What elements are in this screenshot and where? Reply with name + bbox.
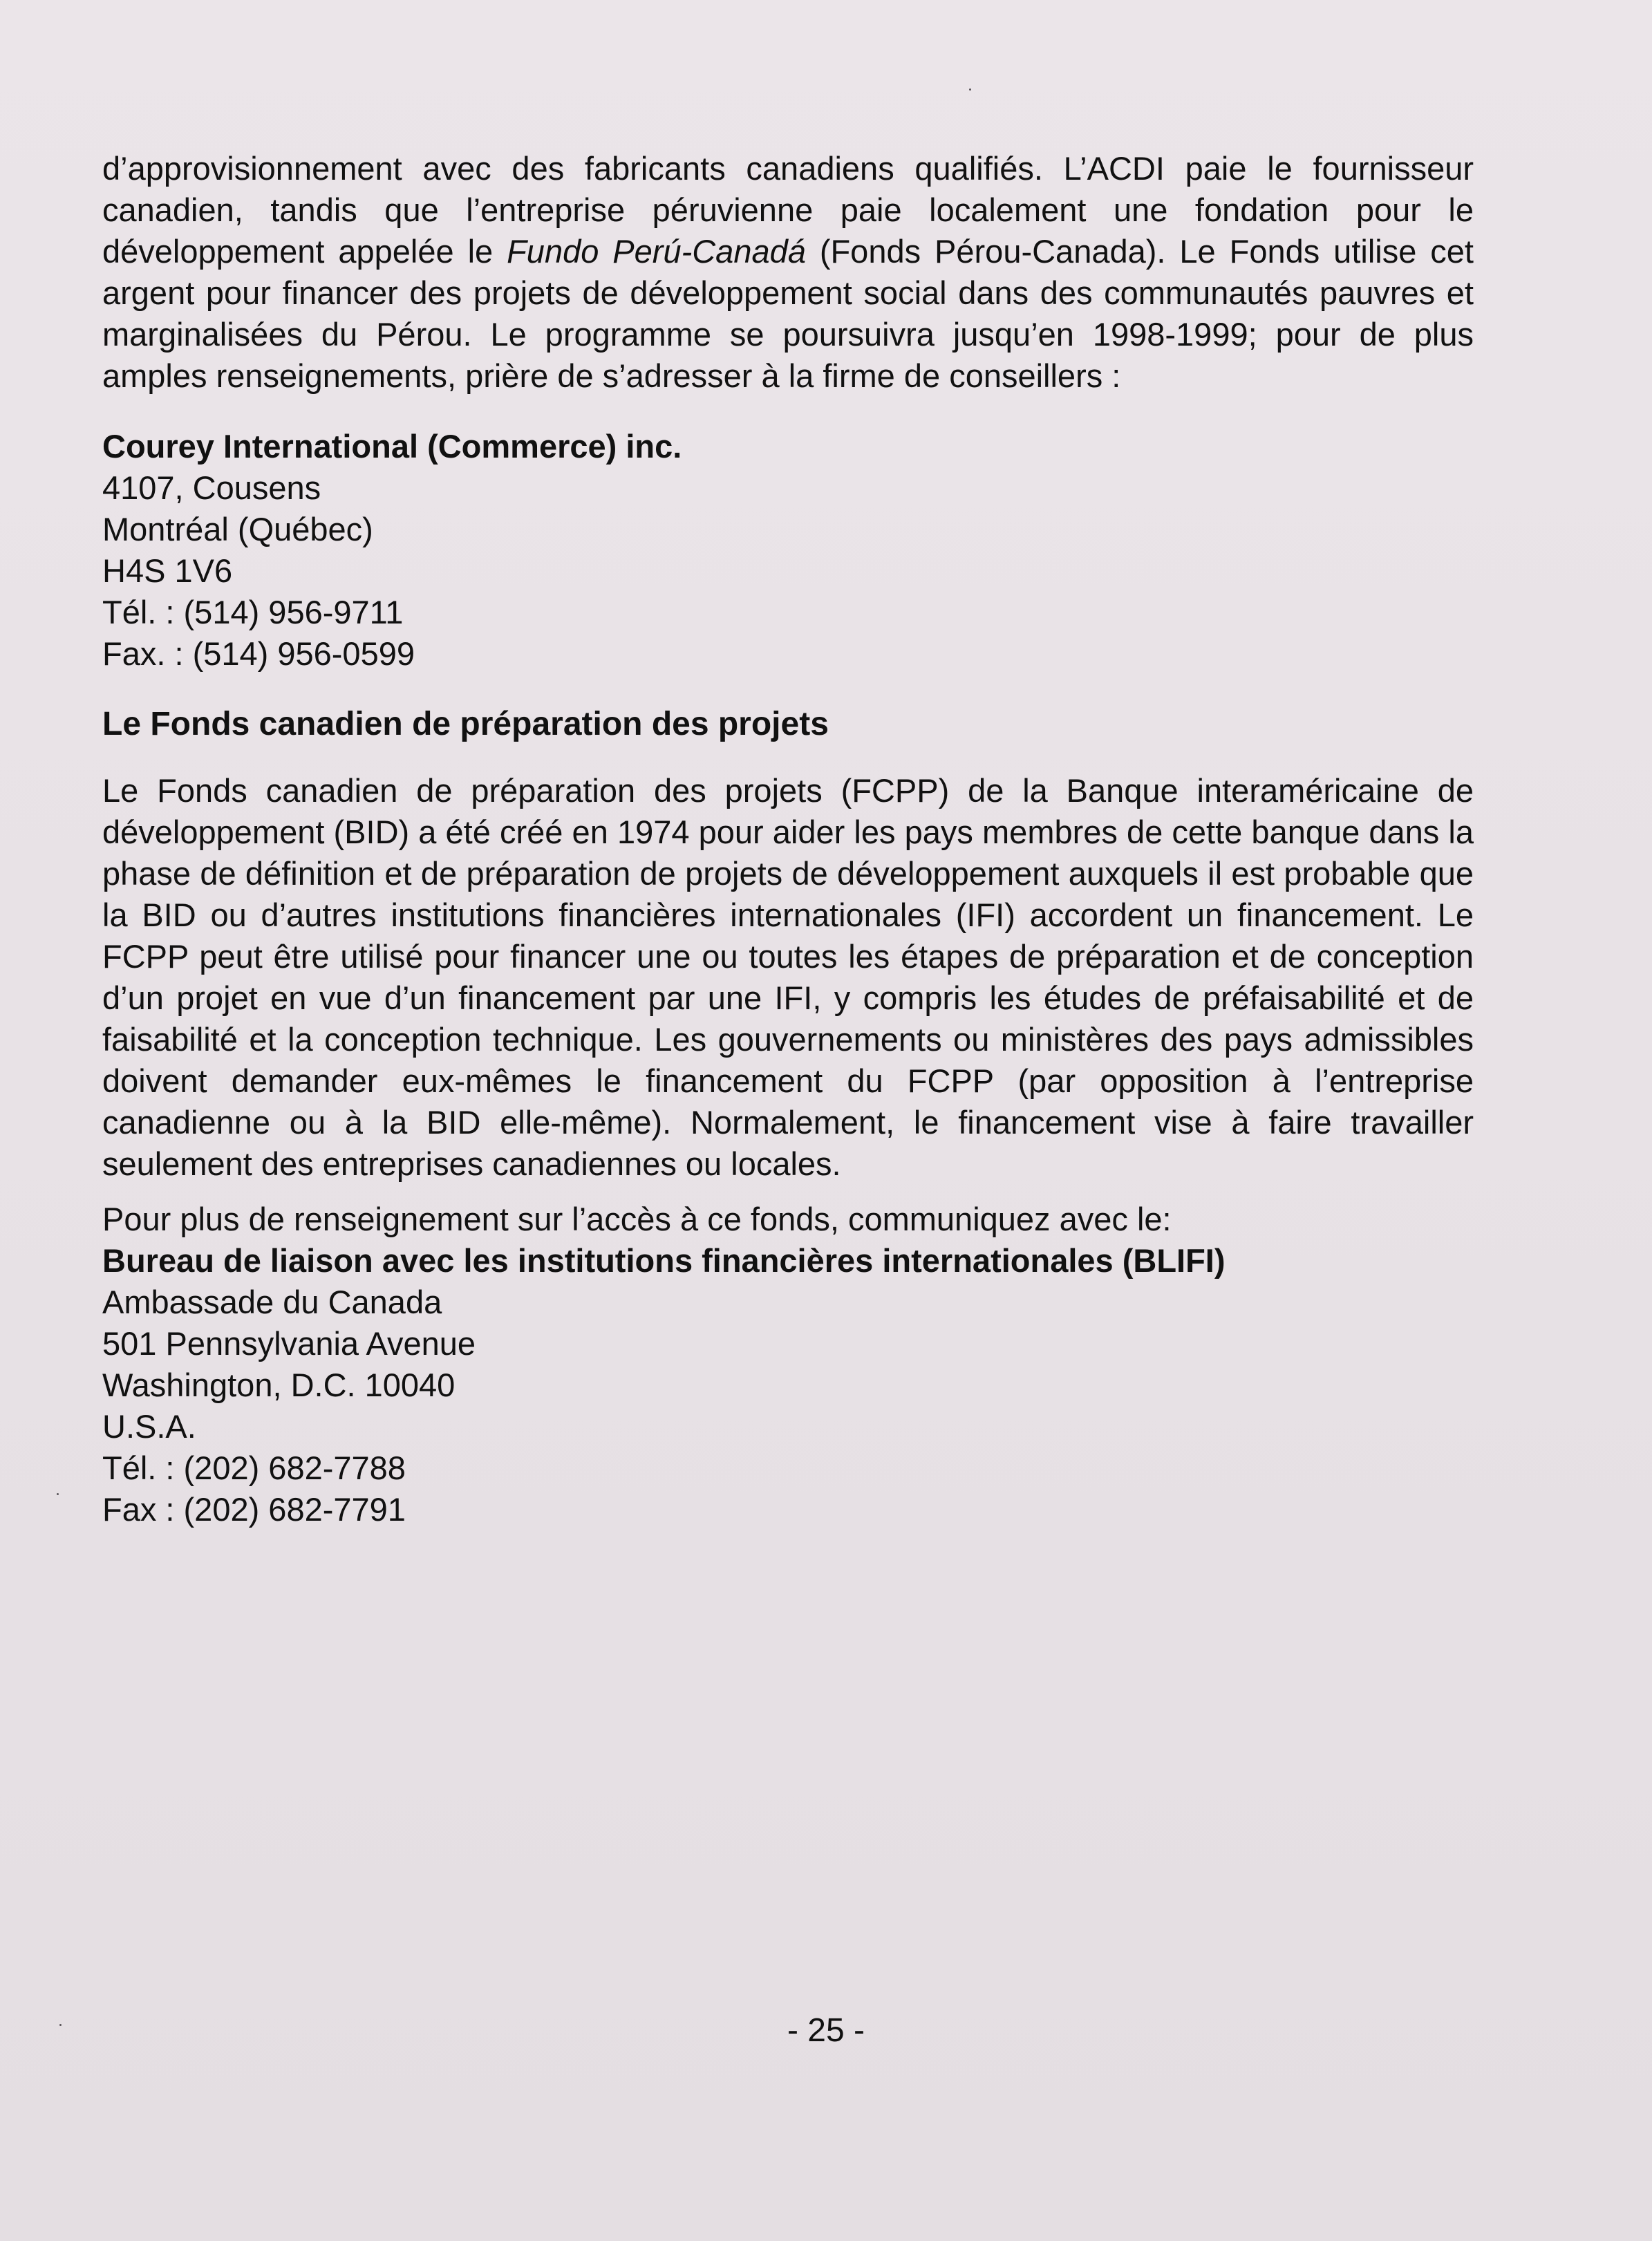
contact-address-line: 501 Pennsylvania Avenue [102, 1325, 476, 1362]
intro-paragraph [102, 148, 1474, 397]
contact-block-blifi [102, 1240, 1474, 1530]
contact-phone: Tél. : (514) 956-9711 [102, 594, 404, 630]
contact-phone: Tél. : (202) 682-7788 [102, 1450, 406, 1486]
intro-text-after: (Fonds Pérou-Canada). Le Fonds utilise cet argent pour financer des projets de développement social dans des communautés pauvres et marginalisées du Pérou. Le programme se poursuivra jusqu’en 1998-1999; pour de plus amples renseignements, prière de s’adresser à la firme de conseillers : [102, 233, 1474, 394]
contact-city-line: Washington, D.C. 10040 [102, 1367, 456, 1403]
contact-block-courey [102, 426, 1474, 675]
contact-fax: Fax : (202) 682-7791 [102, 1491, 406, 1528]
fund-name-italic: Fundo Perú-Canadá [507, 233, 806, 270]
contact-country: U.S.A. [102, 1408, 196, 1445]
scan-speck [57, 1493, 59, 1495]
contact-intro-text: Pour plus de renseignement sur l’accès à ce fonds, communiquez avec le: [102, 1201, 1172, 1237]
contact-address-line: 4107, Cousens [102, 469, 321, 506]
scan-speck [969, 88, 971, 91]
section-body-paragraph: Le Fonds canadien de préparation des projets (FCPP) de la Banque interaméricaine de développement (BID) a été créé en 1974 pour aider les pays membres de cette banque dans la phase de définition et de préparation de projets de développement auxquels il est probable que la BID ou d’autres institutions financières internationales (IFI) accordent un financement. Le FCPP peut être utilisé pour financer une ou toutes les étapes de préparation et de conception d’un projet en vue d’un financement par une IFI, y compris les études de préfaisabilité et de faisabilité et la conception technique. Les gouvernements ou ministères des pays admissibles doivent demander eux-mêmes le financement du FCPP (par opposition à l’entreprise canadienne ou à la BID elle-même). Normalement, le financement vise à faire travailler seulement des entreprises canadiennes ou locales. [102, 772, 1474, 1182]
contact-organization: Ambassade du Canada [102, 1284, 442, 1320]
page-number: - 25 - [787, 2012, 865, 2049]
contact-postal-code: H4S 1V6 [102, 552, 233, 589]
page-content [102, 148, 1474, 1530]
contact-city-line: Montréal (Québec) [102, 511, 373, 547]
contact-name: Bureau de liaison avec les institutions financières internationales (BLIFI) [102, 1242, 1226, 1279]
contact-name: Courey International (Commerce) inc. [102, 428, 682, 465]
section-heading: Le Fonds canadien de préparation des projets [102, 706, 829, 742]
intro-text-before: d’approvisionnement avec des fabricants canadiens qualifiés. L’ACDI paie le fournisseur canadien, tandis que l’entreprise péruvienne paie localement une fondation pour le développement appelée le [102, 150, 1474, 270]
contact-fax: Fax. : (514) 956-0599 [102, 635, 415, 672]
